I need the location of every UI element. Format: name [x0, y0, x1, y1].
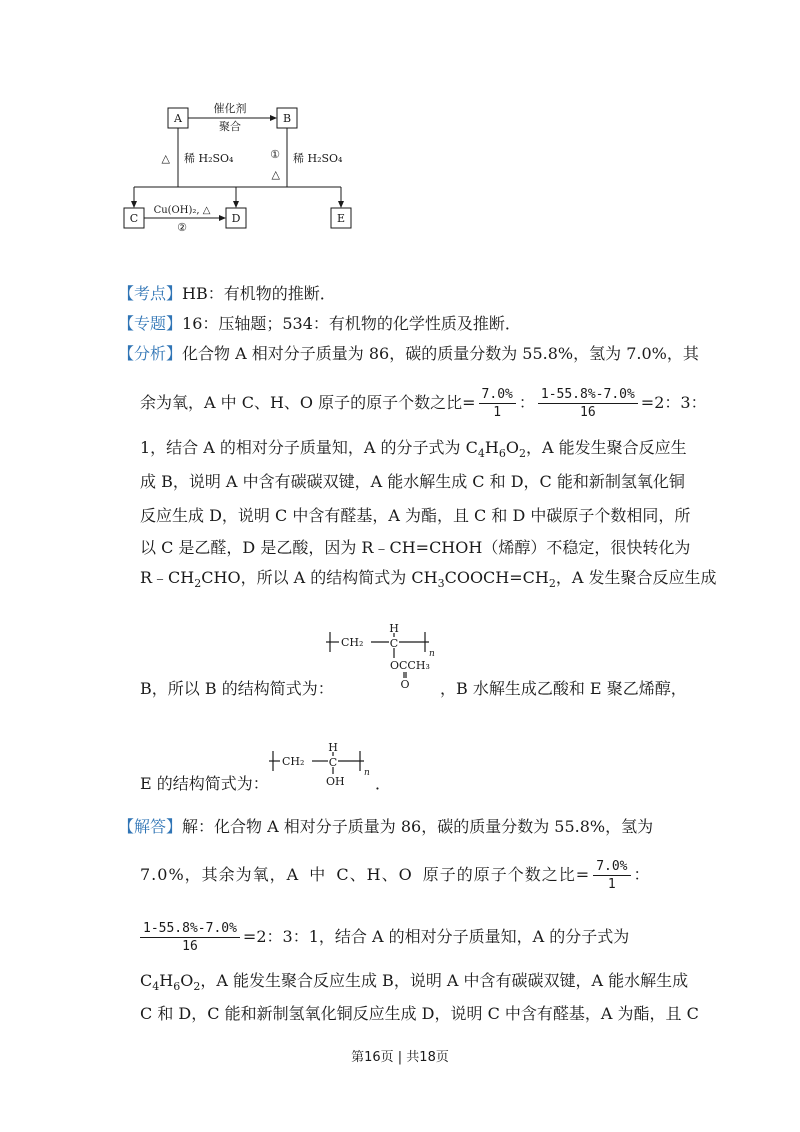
subscript: 2 [518, 447, 526, 461]
fenxi-text-2b: ： [518, 393, 535, 412]
reaction-diagram [118, 100, 378, 235]
kaodian-text: HB：有机物的推断． [182, 284, 336, 303]
jieda-text-4b: ，A 能发生聚合反应生成 B，说明 A 中含有碳碳双键，A 能水解生成 [200, 971, 689, 990]
formula-o: O [505, 438, 519, 457]
delta-label-a: △ [161, 152, 170, 165]
formula-o: O [180, 971, 194, 990]
jieda-tag: 【解答】 [118, 817, 183, 836]
fenxi-line-5: 反应生成 D，说明 C 中含有醛基，A 为酯，且 C 和 D 中碳原子个数相同，所 [140, 506, 691, 525]
fenxi-line-2 [140, 386, 707, 421]
subscript: 6 [173, 980, 181, 994]
fenxi-tag: 【分析】 [118, 344, 183, 363]
ch2-group: CH₂ [282, 755, 305, 768]
jieda-line-2 [140, 858, 651, 893]
subscript: 4 [152, 980, 160, 994]
zhuanti-text: 16：压轴题；534：有机物的化学性质及推断． [182, 314, 521, 333]
fenxi-text-7a: R﹣CH [140, 568, 195, 587]
node-c: C [129, 212, 139, 225]
carbon-atom: C [328, 756, 338, 769]
subscript: 2 [548, 577, 556, 591]
fenxi-fraction-2 [538, 386, 638, 421]
subscript: 4 [477, 447, 485, 461]
fraction-denominator: 16 [182, 939, 198, 954]
polymerize-label: 聚合 [219, 120, 241, 133]
subscript: 2 [193, 980, 201, 994]
fenxi-text-9a: E 的结构简式为： [140, 774, 269, 793]
fenxi-text-2c: =2：3： [640, 393, 707, 412]
fenxi-text-9b: ． [375, 774, 392, 793]
structure-e [268, 740, 378, 788]
fenxi-text-3a: 1，结合 A 的相对分子质量知，A 的分子式为 C [140, 438, 478, 457]
zhuanti-tag: 【专题】 [118, 314, 183, 333]
node-e: E [336, 212, 346, 225]
jieda-line-3 [140, 920, 629, 955]
fraction-denominator: 1 [607, 877, 616, 892]
fraction-numerator: 1-55.8%-7.0% [538, 386, 638, 404]
carbonyl-oxygen: O [400, 678, 410, 691]
jieda-text-3b: =2：3：1，结合 A 的相对分子质量知，A 的分子式为 [242, 927, 630, 946]
jieda-line-1 [118, 816, 653, 838]
fenxi-line-3 [140, 437, 687, 465]
subscript: 3 [437, 577, 445, 591]
structure-b [325, 622, 445, 694]
oh-group: OH [326, 775, 345, 788]
fenxi-line-1 [118, 343, 699, 365]
kaodian-tag: 【考点】 [118, 284, 183, 303]
delta-label-b: △ [271, 168, 280, 181]
circle-one-label: ① [270, 148, 280, 161]
jieda-line-5: C 和 D，C 能和新制氢氧化铜反应生成 D，说明 C 中含有醛基，A 为酯，且 C [140, 1004, 699, 1023]
fenxi-line-4: 成 B，说明 A 中含有碳碳双键，A 能水解生成 C 和 D，C 能和新制氢氧化铜 [140, 472, 685, 491]
jieda-fraction-2 [140, 920, 240, 955]
jieda-line-4 [140, 970, 688, 998]
repeat-n: n [429, 649, 435, 659]
fraction-denominator: 1 [493, 405, 502, 420]
node-b: B [282, 112, 292, 125]
formula-h: H [159, 971, 174, 990]
fenxi-line-8b [440, 678, 687, 700]
fenxi-line-7 [140, 567, 717, 595]
fraction-numerator: 7.0% [479, 386, 516, 404]
formula-h: H [484, 438, 499, 457]
fenxi-text-8a: B，所以 B 的结构简式为： [140, 679, 334, 698]
subscript: 6 [498, 447, 506, 461]
occh3-group: OCCH₃ [390, 659, 430, 672]
jieda-text-2a: 7.0%，其余为氧，A 中 C、H、O 原子的原子个数之比= [140, 865, 591, 884]
fenxi-fraction-1 [479, 386, 516, 421]
kaodian-line [118, 283, 336, 305]
page-footer: 第16页 | 共18页 [351, 1050, 449, 1065]
fraction-denominator: 16 [580, 405, 596, 420]
fenxi-line-8 [140, 678, 334, 700]
fraction-numerator: 1-55.8%-7.0% [140, 920, 240, 938]
fenxi-line-9b [375, 773, 391, 795]
subscript: 2 [194, 577, 202, 591]
fenxi-text-8b: ，B 水解生成乙酸和 E 聚乙烯醇， [440, 679, 687, 698]
catalyst-label: 催化剂 [213, 102, 247, 115]
fenxi-text-2a: 余为氧，A 中 C、H、O 原子的原子个数之比= [140, 393, 476, 412]
circle-two-label: ② [177, 221, 187, 234]
fenxi-line-6: 以 C 是乙醛，D 是乙酸，因为 R﹣CH=CHOH（烯醇）不稳定，很快转化为 [140, 538, 691, 557]
zhuanti-line [118, 313, 521, 335]
jieda-text-4a: C [140, 971, 153, 990]
node-a: A [174, 112, 182, 125]
fenxi-text-7d: ，A 发生聚合反应生成 [555, 568, 717, 587]
fenxi-text-7b: CHO，所以 A 的结构简式为 CH [201, 568, 438, 587]
repeat-n: n [364, 768, 370, 778]
acid-label-b: 稀 H₂SO₄ [293, 152, 343, 165]
carbon-atom: C [389, 637, 399, 650]
jieda-text-1: 解：化合物 A 相对分子质量为 86，碳的质量分数为 55.8%，氢为 [182, 817, 654, 836]
node-d: D [231, 212, 241, 225]
fenxi-text-7c: COOCH=CH [444, 568, 549, 587]
cuoh2-label: Cu(OH)₂, △ [153, 205, 211, 216]
hydrogen-atom: H [328, 741, 338, 754]
fenxi-line-9 [140, 773, 269, 795]
acid-label-a: 稀 H₂SO₄ [184, 152, 234, 165]
ch2-group: CH₂ [341, 636, 364, 649]
fraction-numerator: 7.0% [593, 858, 630, 876]
fenxi-text-1: 化合物 A 相对分子质量为 86，碳的质量分数为 55.8%，氢为 7.0%，其 [182, 344, 699, 363]
jieda-text-2b: ： [633, 865, 651, 884]
jieda-fraction-1 [593, 858, 630, 893]
fenxi-text-3b: ，A 能发生聚合反应生 [525, 438, 687, 457]
hydrogen-atom: H [389, 622, 399, 635]
